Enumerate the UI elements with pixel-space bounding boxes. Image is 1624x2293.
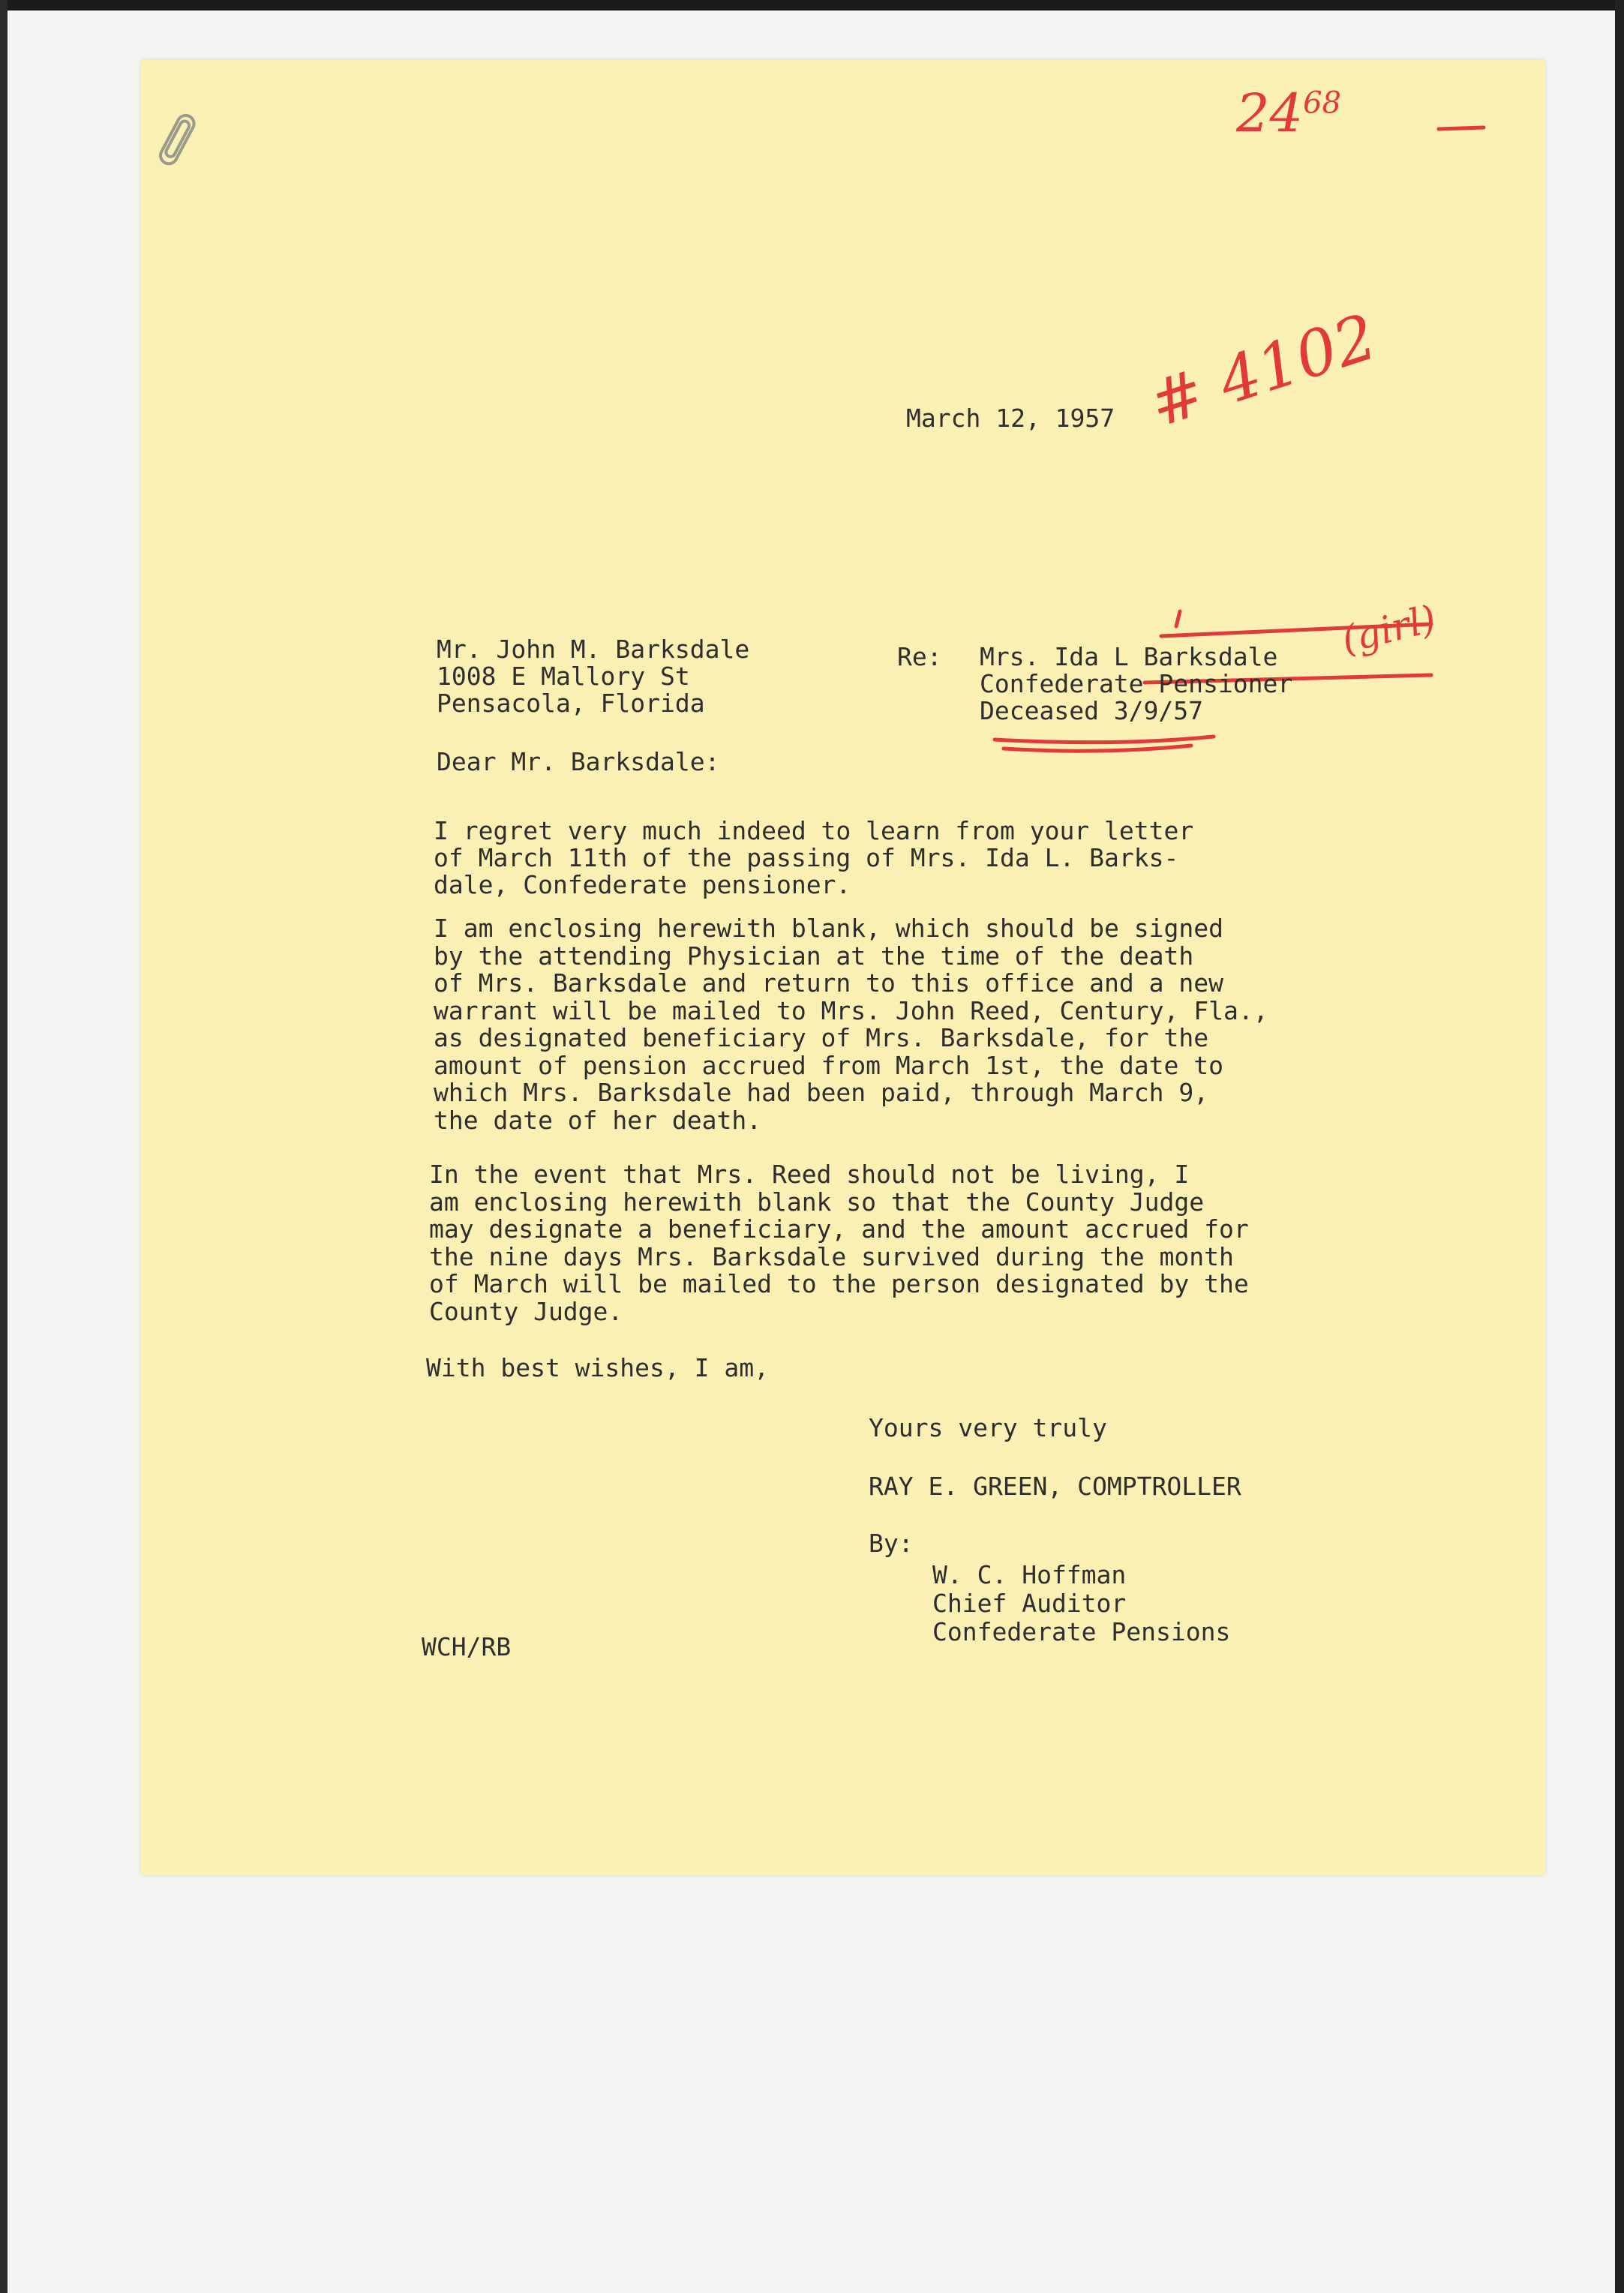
complimentary-close: Yours very truly <box>869 1413 1107 1442</box>
scan-edge-top <box>0 0 1624 11</box>
salutation: Dear Mr. Barksdale: <box>437 747 720 776</box>
re-line-3: Deceased 3/9/57 <box>980 696 1204 725</box>
body-paragraph-2: I am enclosing herewith blank, which should be signed by the attending Physician at the time of the death of Mrs. Barksdale and return to this office and a new warrant will be mailed to Mrs. John Reed, Century, Fla., as designated beneficiary of Mrs. Barksdale, for the amount of pension accrued from March 1st, the date to which Mrs. Barksdale had been paid, through March 9, the date of her death. <box>434 914 1268 1135</box>
letter-paper <box>141 60 1545 1875</box>
by-label: By: <box>869 1529 914 1558</box>
body-paragraph-1: I regret very much indeed to learn from your letter of March 11th of the passing of Mrs. Ida L. Barks- dale, Confederate pensioner. <box>434 816 1194 899</box>
top-number-annotation <box>1236 83 1341 144</box>
scan-edge-left <box>0 0 8 2293</box>
signer-name: W. C. Hoffman <box>932 1560 1127 1589</box>
top-number-sup: 68 <box>1303 86 1341 121</box>
signer-dept: Confederate Pensions <box>932 1617 1231 1646</box>
re-line-1: Mrs. Ida L Barksdale <box>980 642 1278 671</box>
closing-line: With best wishes, I am, <box>426 1353 769 1382</box>
recipient-city: Pensacola, Florida <box>437 689 705 718</box>
typist-initials: WCH/RB <box>422 1632 512 1661</box>
signer-title: Chief Auditor <box>932 1589 1127 1618</box>
margin-note-annotation: (girl) <box>1337 596 1441 662</box>
recipient-name: Mr. John M. Barksdale <box>437 635 750 664</box>
letter-date: March 12, 1957 <box>906 404 1115 433</box>
re-label: Re: <box>897 642 942 671</box>
recipient-street: 1008 E Mallory St <box>437 662 690 691</box>
body-paragraph-3: In the event that Mrs. Reed should not be living, I am enclosing herewith blank so that the County Judge may designate a beneficiary, and the amount accrued for the nine days Mrs. Barksdale survived during the month of March will be mailed to the person designated by the County Judge. <box>429 1160 1249 1326</box>
top-number: 24 <box>1236 83 1304 144</box>
re-line-2: Confederate Pensioner <box>980 669 1293 698</box>
signature-org: RAY E. GREEN, COMPTROLLER <box>869 1472 1241 1501</box>
scan-edge-right <box>1615 0 1624 2293</box>
file-number-annotation: # 4102 <box>1140 299 1385 442</box>
